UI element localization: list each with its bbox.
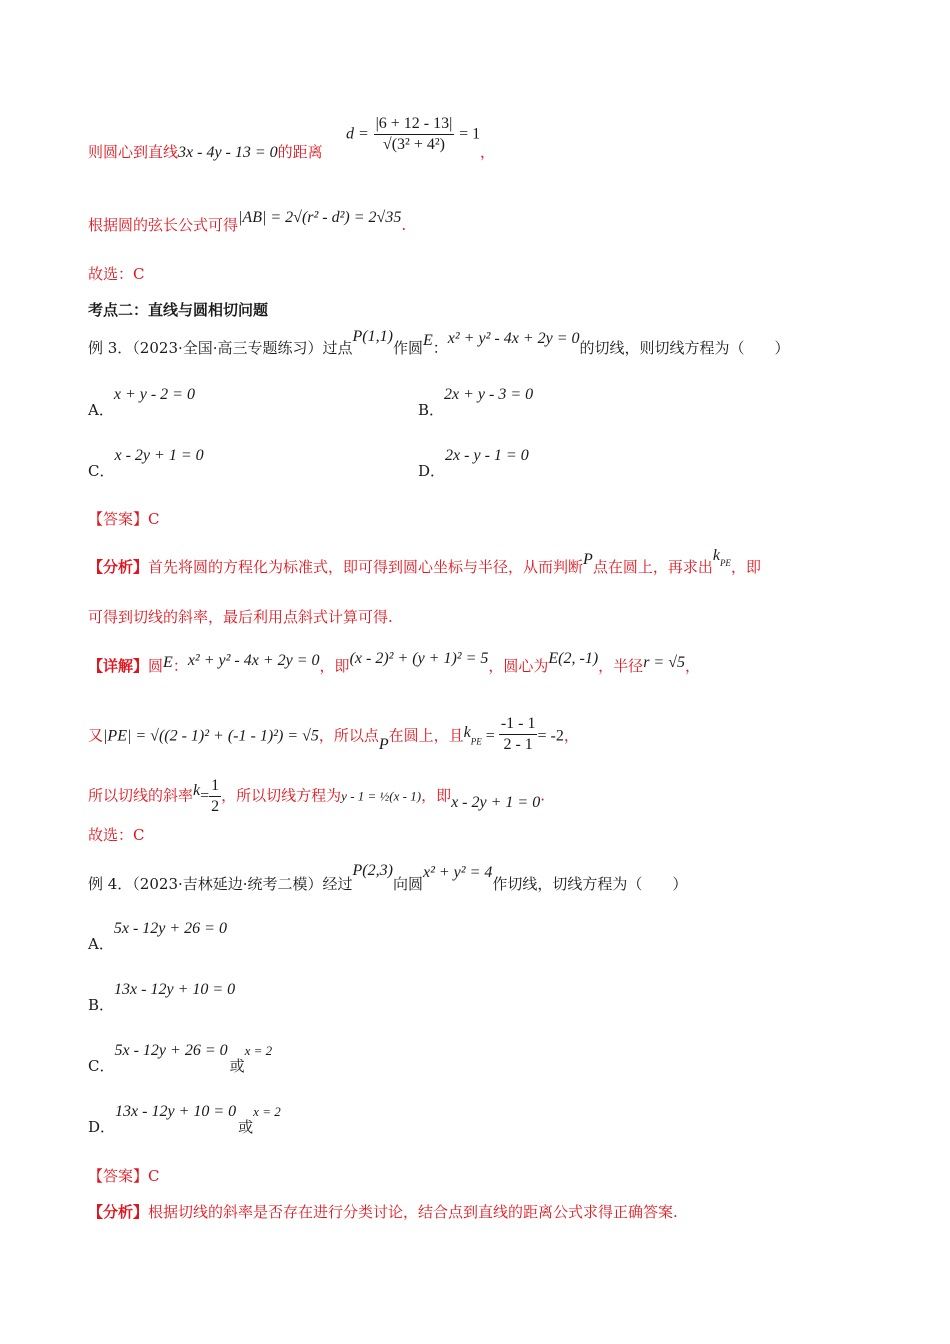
option-label: A． (88, 401, 114, 419)
chord-line (88, 209, 407, 236)
ex3-lead: 例 3．（2023·全国·高三专题练习）过点 (88, 339, 353, 357)
detail-slope-result: = -2 (537, 727, 564, 745)
ex3-answer: 【答案】C (88, 510, 160, 528)
option-label: A． (88, 935, 114, 953)
ex3-detail-line3 (88, 776, 545, 817)
detail-1a: 圆 (148, 657, 164, 675)
detail-1e: ，半径 (598, 657, 644, 675)
option-label: D． (418, 462, 446, 480)
detail-1b: ： (172, 657, 188, 675)
detail-radius: r = √5 (643, 654, 685, 671)
ex4-mid: 向圆 (392, 875, 423, 893)
ex3-stem (88, 328, 790, 359)
option-equation: 5x - 12y + 26 = 0 (114, 1042, 228, 1059)
detail-1c: ，即 (319, 657, 350, 675)
distance-line (88, 142, 323, 163)
detail-circle-name: E (163, 654, 173, 671)
ex3-circle-name: E (422, 332, 433, 349)
analysis-k-sub: PE (719, 558, 731, 568)
detail-center: E(2, -1) (548, 650, 599, 667)
option-equation: 13x - 12y + 10 = 0 (114, 981, 236, 998)
distance-post: ， (480, 143, 496, 161)
ex3-analysis-line1 (88, 547, 761, 583)
ex4-answer: 【答案】C (88, 1167, 160, 1185)
option-label: B． (88, 996, 115, 1014)
detail-2b: ，所以点 (318, 726, 379, 745)
ex4-analysis (88, 1202, 678, 1222)
ex3-circle-eq: x² + y² - 4x + 2y = 0 (447, 330, 580, 347)
ex4-option-c[interactable] (88, 1040, 273, 1075)
ex4-circle-eq: x² + y² = 4 (422, 864, 493, 881)
detail-3d: . (540, 786, 545, 805)
analysis-text-1b: 点在圆上，再求出 (592, 558, 713, 576)
slope-denominator: 2 - 1 (503, 736, 533, 753)
detail-1d: ，圆心为 (488, 657, 549, 675)
distance-lhs: d = (346, 125, 369, 143)
option-or: 或 (238, 1118, 254, 1136)
analysis-text: 根据切线的斜率是否存在进行分类讨论，结合点到直线的距离公式求得正确答案. (148, 1203, 678, 1221)
option-label: D． (88, 1118, 116, 1136)
analysis-text-1a: 首先将圆的方程化为标准式，即可得到圆心坐标与半径，从而判断 (148, 558, 584, 576)
detail-3c: ，即 (421, 786, 452, 805)
detail-final-eq: x - 2y + 1 = 0 (451, 793, 541, 811)
ex3-tail: 的切线，则切线方程为（ ） (579, 339, 790, 357)
option-or: 或 (229, 1057, 245, 1075)
ex3-analysis-line2: 可得到切线的斜率，最后利用点斜式计算可得. (88, 608, 393, 626)
detail-1f: ， (685, 657, 701, 675)
detail-slope-fraction (499, 714, 538, 755)
detail-k-eq: = (200, 787, 210, 805)
ex4-option-b[interactable] (88, 979, 236, 1014)
chord-equation: |AB| = 2√(r² - d²) = 2√35 (238, 209, 402, 226)
detail-2a: 又 (88, 726, 104, 745)
k-numerator: 1 (209, 776, 221, 797)
slope-numerator: -1 - 1 (499, 714, 538, 735)
detail-eq2: (x - 2)² + (y + 1)² = 5 (349, 650, 489, 667)
detail-2d: ， (563, 726, 579, 745)
detail-k: k (463, 723, 471, 741)
ex3-option-d[interactable] (418, 445, 529, 480)
ex3-choice: 故选：C (88, 826, 145, 844)
ex3-option-c[interactable] (88, 445, 204, 480)
analysis-tag: 【分析】 (88, 558, 149, 576)
distance-numerator: |6 + 12 - 13| (374, 114, 455, 135)
detail-point-slope: y - 1 = ½(x - 1) (341, 788, 422, 804)
detail-k-symbol: k (193, 781, 201, 799)
analysis-text-1c: ，即 (730, 558, 761, 576)
ex4-option-d[interactable] (88, 1101, 281, 1136)
ex3-mid: 作圆 (392, 339, 423, 357)
ex4-stem (88, 862, 688, 895)
ex3-detail-line1 (88, 650, 701, 677)
k-denominator: 2 (211, 798, 220, 815)
option-label: B． (418, 401, 445, 419)
chord-post: . (401, 216, 407, 234)
option-extra: x = 2 (244, 1043, 273, 1058)
option-equation: 2x - y - 1 = 0 (445, 447, 529, 464)
chord-text: 根据圆的弦长公式可得 (88, 216, 239, 234)
distance-text-pre: 则圆心到直线 (88, 143, 179, 161)
ex4-point: P(2,3) (352, 862, 393, 879)
ex3-detail-line2: 又|PE| = √((2 - 1)² + (-1 - 1)²) = √5，所以点P在圆上，且$k_{PE}$ = $\frac{-1 - 1}{2 - 1}$ = -2， (88, 715, 579, 753)
ex4-option-a[interactable] (88, 918, 227, 953)
ex4-tail: 作切线，切线方程为（ ） (492, 875, 688, 893)
option-equation: x - 2y + 1 = 0 (114, 447, 204, 464)
distance-formula (346, 114, 480, 155)
line-equation: 3x - 4y - 13 = 0 (178, 144, 278, 161)
ex3-colon: ： (432, 339, 448, 357)
detail-eq1: x² + y² - 4x + 2y = 0 (187, 652, 320, 669)
option-equation: x + y - 2 = 0 (113, 386, 195, 403)
option-extra: x = 2 (253, 1104, 281, 1119)
choice-line-1: 故选：C (88, 265, 145, 283)
detail-point-p: P (378, 735, 389, 753)
option-equation: 13x - 12y + 10 = 0 (115, 1103, 237, 1120)
detail-k-sub: PE (470, 736, 482, 747)
option-label: C． (88, 1057, 115, 1075)
option-equation: 5x - 12y + 26 = 0 (113, 920, 227, 937)
analysis-k: k (712, 547, 720, 564)
distance-text-mid: 的距离 (277, 143, 323, 161)
analysis-point-p: P (583, 551, 593, 568)
detail-k-fraction (209, 776, 221, 817)
ex3-point: P(1,1) (352, 328, 393, 345)
detail-pe-length: |PE| = √((2 - 1)² + (-1 - 1)²) = √5 (103, 727, 319, 745)
detail-tag: 【详解】 (88, 657, 149, 675)
distance-fraction (374, 114, 455, 155)
section-title: 考点二：直线与圆相切问题 (88, 301, 269, 319)
detail-3a: 所以切线的斜率 (88, 786, 194, 805)
ex3-option-a[interactable] (88, 384, 195, 419)
option-equation: 2x + y - 3 = 0 (444, 386, 534, 403)
detail-2c: 在圆上，且 (388, 726, 464, 745)
option-label: C． (88, 462, 115, 480)
ex4-lead: 例 4．（2023·吉林延边·统考二模）经过 (88, 875, 353, 893)
distance-rhs: = 1 (459, 125, 481, 143)
distance-denominator: √(3² + 4²) (382, 136, 445, 153)
ex3-option-b[interactable] (418, 384, 534, 419)
analysis-tag: 【分析】 (88, 1203, 149, 1221)
detail-3b: ，所以切线方程为 (221, 786, 342, 805)
